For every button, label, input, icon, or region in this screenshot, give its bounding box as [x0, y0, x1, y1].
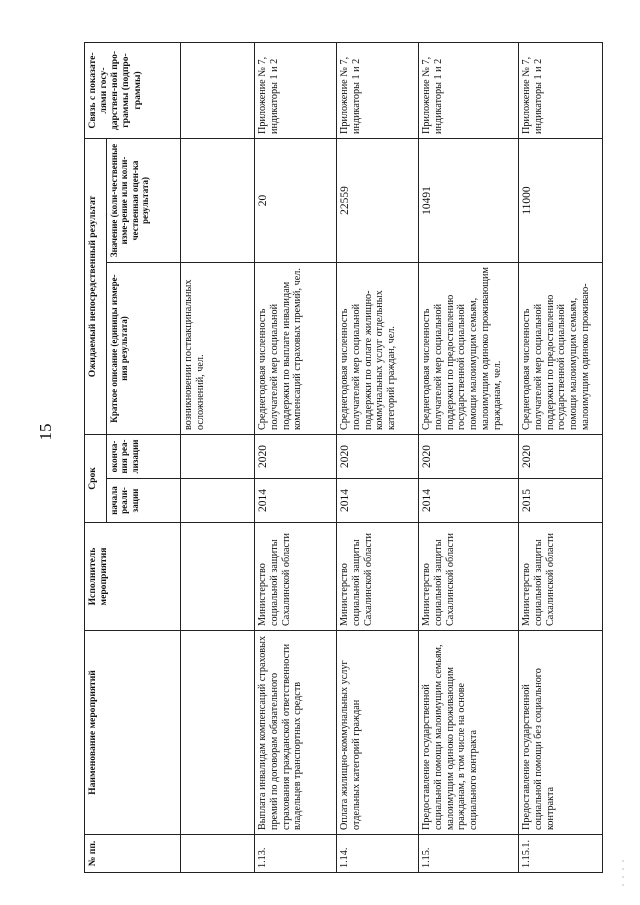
row-start: 2014 [419, 479, 519, 523]
row-start: 2014 [255, 479, 337, 523]
continuation-empty-cell [181, 435, 255, 479]
row-end: 2020 [519, 435, 603, 479]
continuation-empty-cell [181, 631, 255, 835]
continuation-empty-cell [181, 479, 255, 523]
row-end: 2020 [419, 435, 519, 479]
row-executor: Министерство социальной защиты Сахалинской области [519, 523, 603, 631]
row-value: 20 [255, 138, 337, 262]
measures-table [84, 42, 603, 873]
row-name: Предоставление государственной социальной помощи без социального контракта [519, 631, 603, 835]
header-num: № пп. [85, 835, 181, 873]
row-start: 2015 [519, 479, 603, 523]
continuation-empty-cell [181, 523, 255, 631]
row-executor: Министерство социальной защиты Сахалинской области [419, 523, 519, 631]
page-number: 15 [36, 423, 55, 441]
header-link: Связь с показате-лями госу-дарствен-ной про-граммы (подпро-граммы) [85, 42, 181, 138]
row-name: Предоставление государственной социальной помощи малоимущим семьям, малоимущим одиноко проживающим гражданам, в том числе на основе социального контракта [419, 631, 519, 835]
row-link: Приложение № 7, индикаторы 1 и 2 [419, 42, 519, 138]
continuation-empty-cell [181, 138, 255, 262]
row-num: 1.13. [255, 835, 337, 873]
continuation-desc: возникновении поствакцинальных осложнений, чел. [181, 263, 255, 435]
row-desc: Среднегодовая численность получателей мер социальной поддержки по предоставлению государственной социальной помощи малоимущим семьям, малоимущим одиноко проживающим гражданам, чел. [419, 263, 519, 435]
scan-margin-mark: · · · · [621, 857, 625, 890]
header-executor: Исполнитель мероприятия [85, 523, 181, 631]
row-value: 10491 [419, 138, 519, 262]
header-result-value: Значение (коли-чественные изме-рение или коли-чественная оцен-ка результата) [107, 138, 181, 262]
rotated-table-wrapper [84, 43, 602, 873]
row-link: Приложение № 7, индикаторы 1 и 2 [519, 42, 603, 138]
row-desc: Среднегодовая численность получателей мер социальной поддержки по оплате жилищно-коммунальных услуг отдельных категорий граждан, чел. [337, 263, 419, 435]
row-name: Выплата инвалидам компенсаций страховых премий по договорам обязательного страхования гражданской ответственности владельцев транспортных средств [255, 631, 337, 835]
header-term: Срок [85, 435, 107, 523]
row-executor: Министерство социальной защиты Сахалинской области [337, 523, 419, 631]
table-row [337, 42, 419, 872]
row-link: Приложение № 7, индикаторы 1 и 2 [337, 42, 419, 138]
row-start: 2014 [337, 479, 419, 523]
row-end: 2020 [255, 435, 337, 479]
table-row [419, 42, 519, 872]
continuation-empty-cell [181, 42, 255, 138]
row-value: 11000 [519, 138, 603, 262]
table-row [255, 42, 337, 872]
row-desc: Среднегодовая численность получателей мер социальной поддержки по предоставлению государственной социальной помощи малоимущим семьям, малоимущим одиноко проживаю- [519, 263, 603, 435]
continuation-row [181, 42, 255, 872]
row-num: 1.14. [337, 835, 419, 873]
row-executor: Министерство социальной защиты Сахалинской области [255, 523, 337, 631]
table-row [519, 42, 603, 872]
row-end: 2020 [337, 435, 419, 479]
continuation-empty-cell [181, 835, 255, 873]
header-term-start: начала реали-зации [107, 479, 181, 523]
row-name: Оплата жилищно-коммунальных услуг отдельных категорий граждан [337, 631, 419, 835]
row-value: 22559 [337, 138, 419, 262]
row-num: 1.15. [419, 835, 519, 873]
row-desc: Среднегодовая численность получателей мер социальной поддержки по выплате инвалидам компенсаций страховых премий, чел. [255, 263, 337, 435]
header-name: Наименование мероприятий [85, 631, 181, 835]
header-term-end: оконча-ния реа-лизации [107, 435, 181, 479]
header-result: Ожидаемый непосредственный результат [85, 138, 107, 434]
row-num: 1.15.1. [519, 835, 603, 873]
row-link: Приложение № 7, индикаторы 1 и 2 [255, 42, 337, 138]
table-header-row [85, 42, 107, 872]
header-result-desc: Краткое описание (единицы измере-ния результата) [107, 263, 181, 435]
